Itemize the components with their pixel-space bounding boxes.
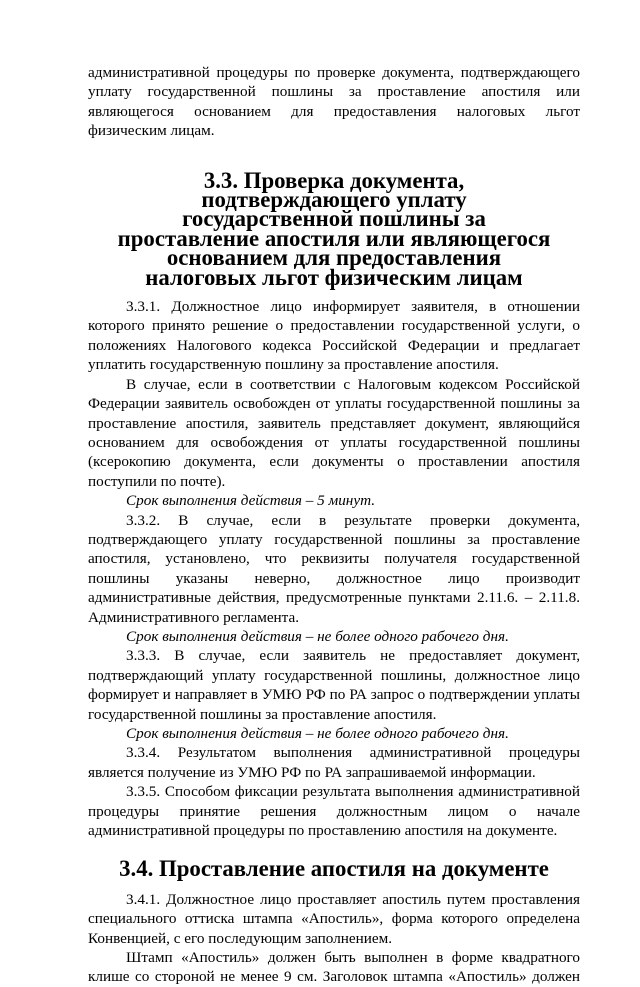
paragraph-3-3-1: 3.3.1. Должностное лицо информирует заявителя, в отношении которого принято решение о предоставлении государственной услуги, о положениях Налогового кодекса Российской Федерации и предлагает уплатить государственную пошлину за проставление апостиля. — [88, 298, 580, 374]
paragraph-3-3-2: 3.3.2. В случае, если в результате проверки документа, подтверждающего уплату государственной пошлины за проставление апостиля, установлено, что реквизиты получателя государственной пошлины указаны неверно, должностное лицо производит административные действия, предусмотренные пунктами 2.11.6. – 2.11.8. Административного регламента. — [88, 511, 580, 626]
document-page — [88, 63, 580, 987]
section-3-4-heading: 3.4. Проставление апостиля на документе — [119, 856, 549, 882]
paragraph-3-3-5: 3.3.5. Способом фиксации результата выполнения административной процедуры принятие решения должностным лицом о начале административной процедуры по проставлению апостиля на документе. — [88, 783, 580, 840]
term-note-5-minutes: Срок выполнения действия – 5 минут. — [126, 492, 376, 510]
section-3-3-heading: 3.3. Проверка документа, подтверждающего уплату государственной пошлины за проставление апостиля или являющегося основанием для предоставления налоговых льгот физическим лицам — [117, 167, 551, 290]
intro-paragraph: административной процедуры по проверке документа, подтверждающего уплату государственной пошлины за проставление апостиля или являющегося основанием для предоставления налоговых льгот физическим лицам. — [88, 64, 580, 140]
paragraph-3-4-1: 3.4.1. Должностное лицо проставляет апостиль путем проставления специального оттиска штампа «Апостиль», форма которого определена Конвенцией, с его последующим заполнением. — [88, 890, 580, 947]
paragraph-3-4-1-stamp: Штамп «Апостиль» должен быть выполнен в форме квадратного клише со стороной не менее 9 см. Заголовок штампа «Апостиль» должен — [88, 949, 580, 986]
term-note-one-day-2: Срок выполнения действия – не более одного рабочего дня. — [126, 725, 509, 742]
paragraph-3-3-3: 3.3.3. В случае, если заявитель не предоставляет документ, подтверждающий уплату государственной пошлины, должностное лицо формирует и направляет в УМЮ РФ по РА запрос о подтверждении уплаты государственной пошлины за проставление апостиля. — [88, 647, 580, 723]
paragraph-3-3-1-exemption: В случае, если в соответствии с Налоговым кодексом Российской Федерации заявитель освобожден от уплаты государственной пошлины за проставление апостиля, заявитель представляет документ, являющийся основанием для освобождения от уплаты государственной пошлины (ксерокопию документа, если документы о проставлении апостиля поступили по почте). — [88, 375, 580, 490]
term-note-one-day-1: Срок выполнения действия – не более одного рабочего дня. — [126, 627, 509, 645]
paragraph-3-3-4: 3.3.4. Результатом выполнения административной процедуры является получение из УМЮ РФ по РА запрашиваемой информации. — [88, 744, 580, 781]
